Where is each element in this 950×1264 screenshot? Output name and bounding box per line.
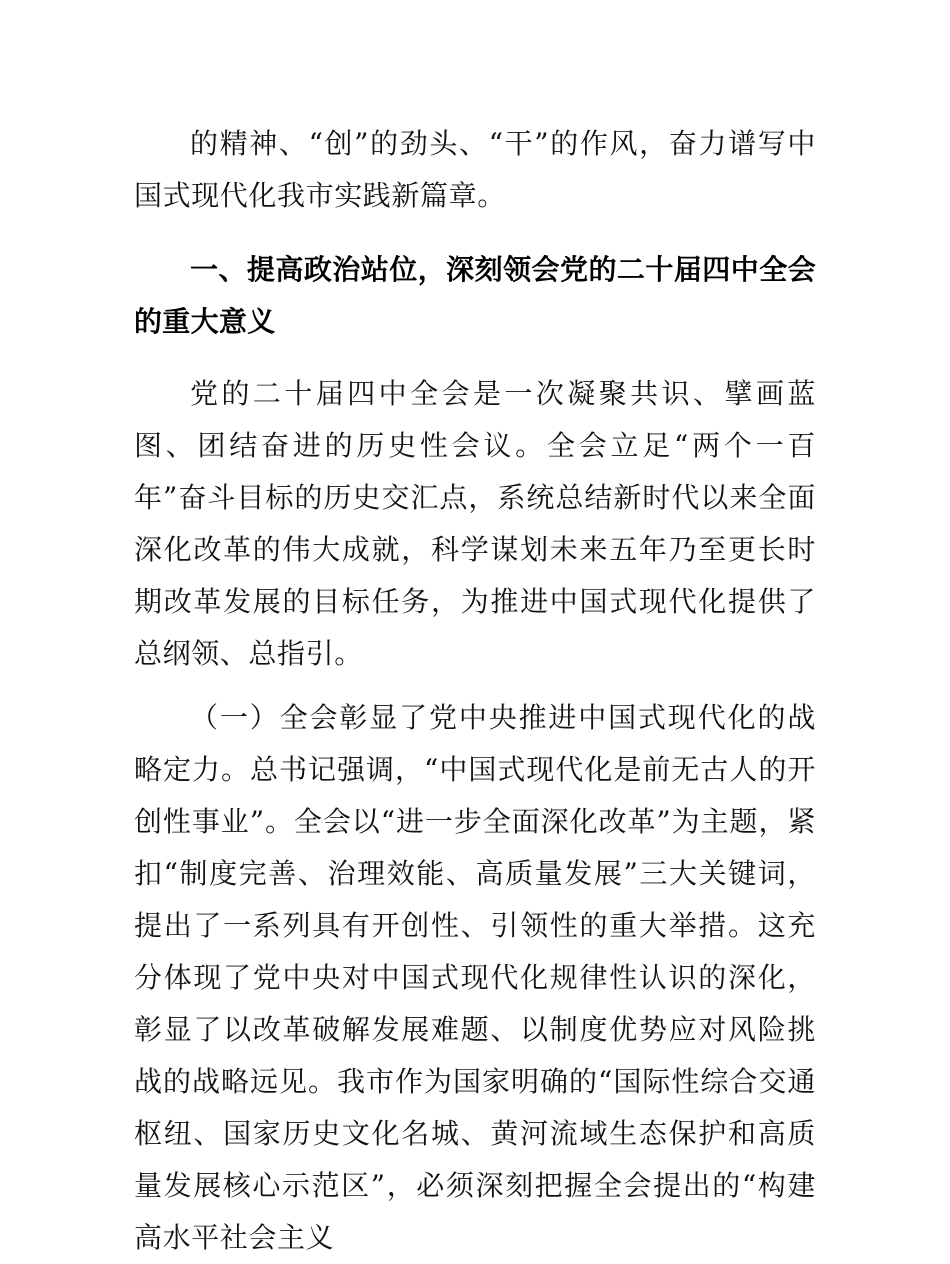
section-heading-one: 一、提高政治站位，深刻领会党的二十届四中全会的重大意义 <box>134 254 816 337</box>
spacer-between-paragraphs <box>134 680 816 692</box>
body-paragraph-2: （一）全会彰显了党中央推进中国式现代化的战略定力。总书记强调，“中国式现代化是前无古人的开创性事业”。全会以“进一步全面深化改革”为主题，紧扣“制度完善、治理效能、高质量发展”三大关键词，提出了一系列具有开创性、引领性的重大举措。这充分体现了党中央对中国式现代化规律性认识的深化，彰显了以改革破解发展难题、以制度优势应对风险挑战的战略远见。我市作为国家明确的“国际性综合交通枢纽、国家历史文化名城、黄河流域生态保护和高质量发展核心示范区”，必须深刻把握全会提出的“构建高水平社会主义 <box>134 701 816 1254</box>
spacer-before-heading <box>134 222 816 244</box>
spacer-after-heading <box>134 348 816 368</box>
document-body <box>134 118 816 1264</box>
body-paragraph-1: 党的二十届四中全会是一次凝聚共识、擘画蓝图、团结奋进的历史性会议。全会立足“两个一百年”奋斗目标的历史交汇点，系统总结新时代以来全面深化改革的伟大成就，科学谋划未来五年乃至更长时期改革发展的目标任务，为推进中国式现代化提供了总纲领、总指引。 <box>134 377 816 670</box>
continuation-paragraph: 的精神、“创”的劲头、“干”的作风，奋力谱写中国式现代化我市实践新篇章。 <box>134 127 816 212</box>
